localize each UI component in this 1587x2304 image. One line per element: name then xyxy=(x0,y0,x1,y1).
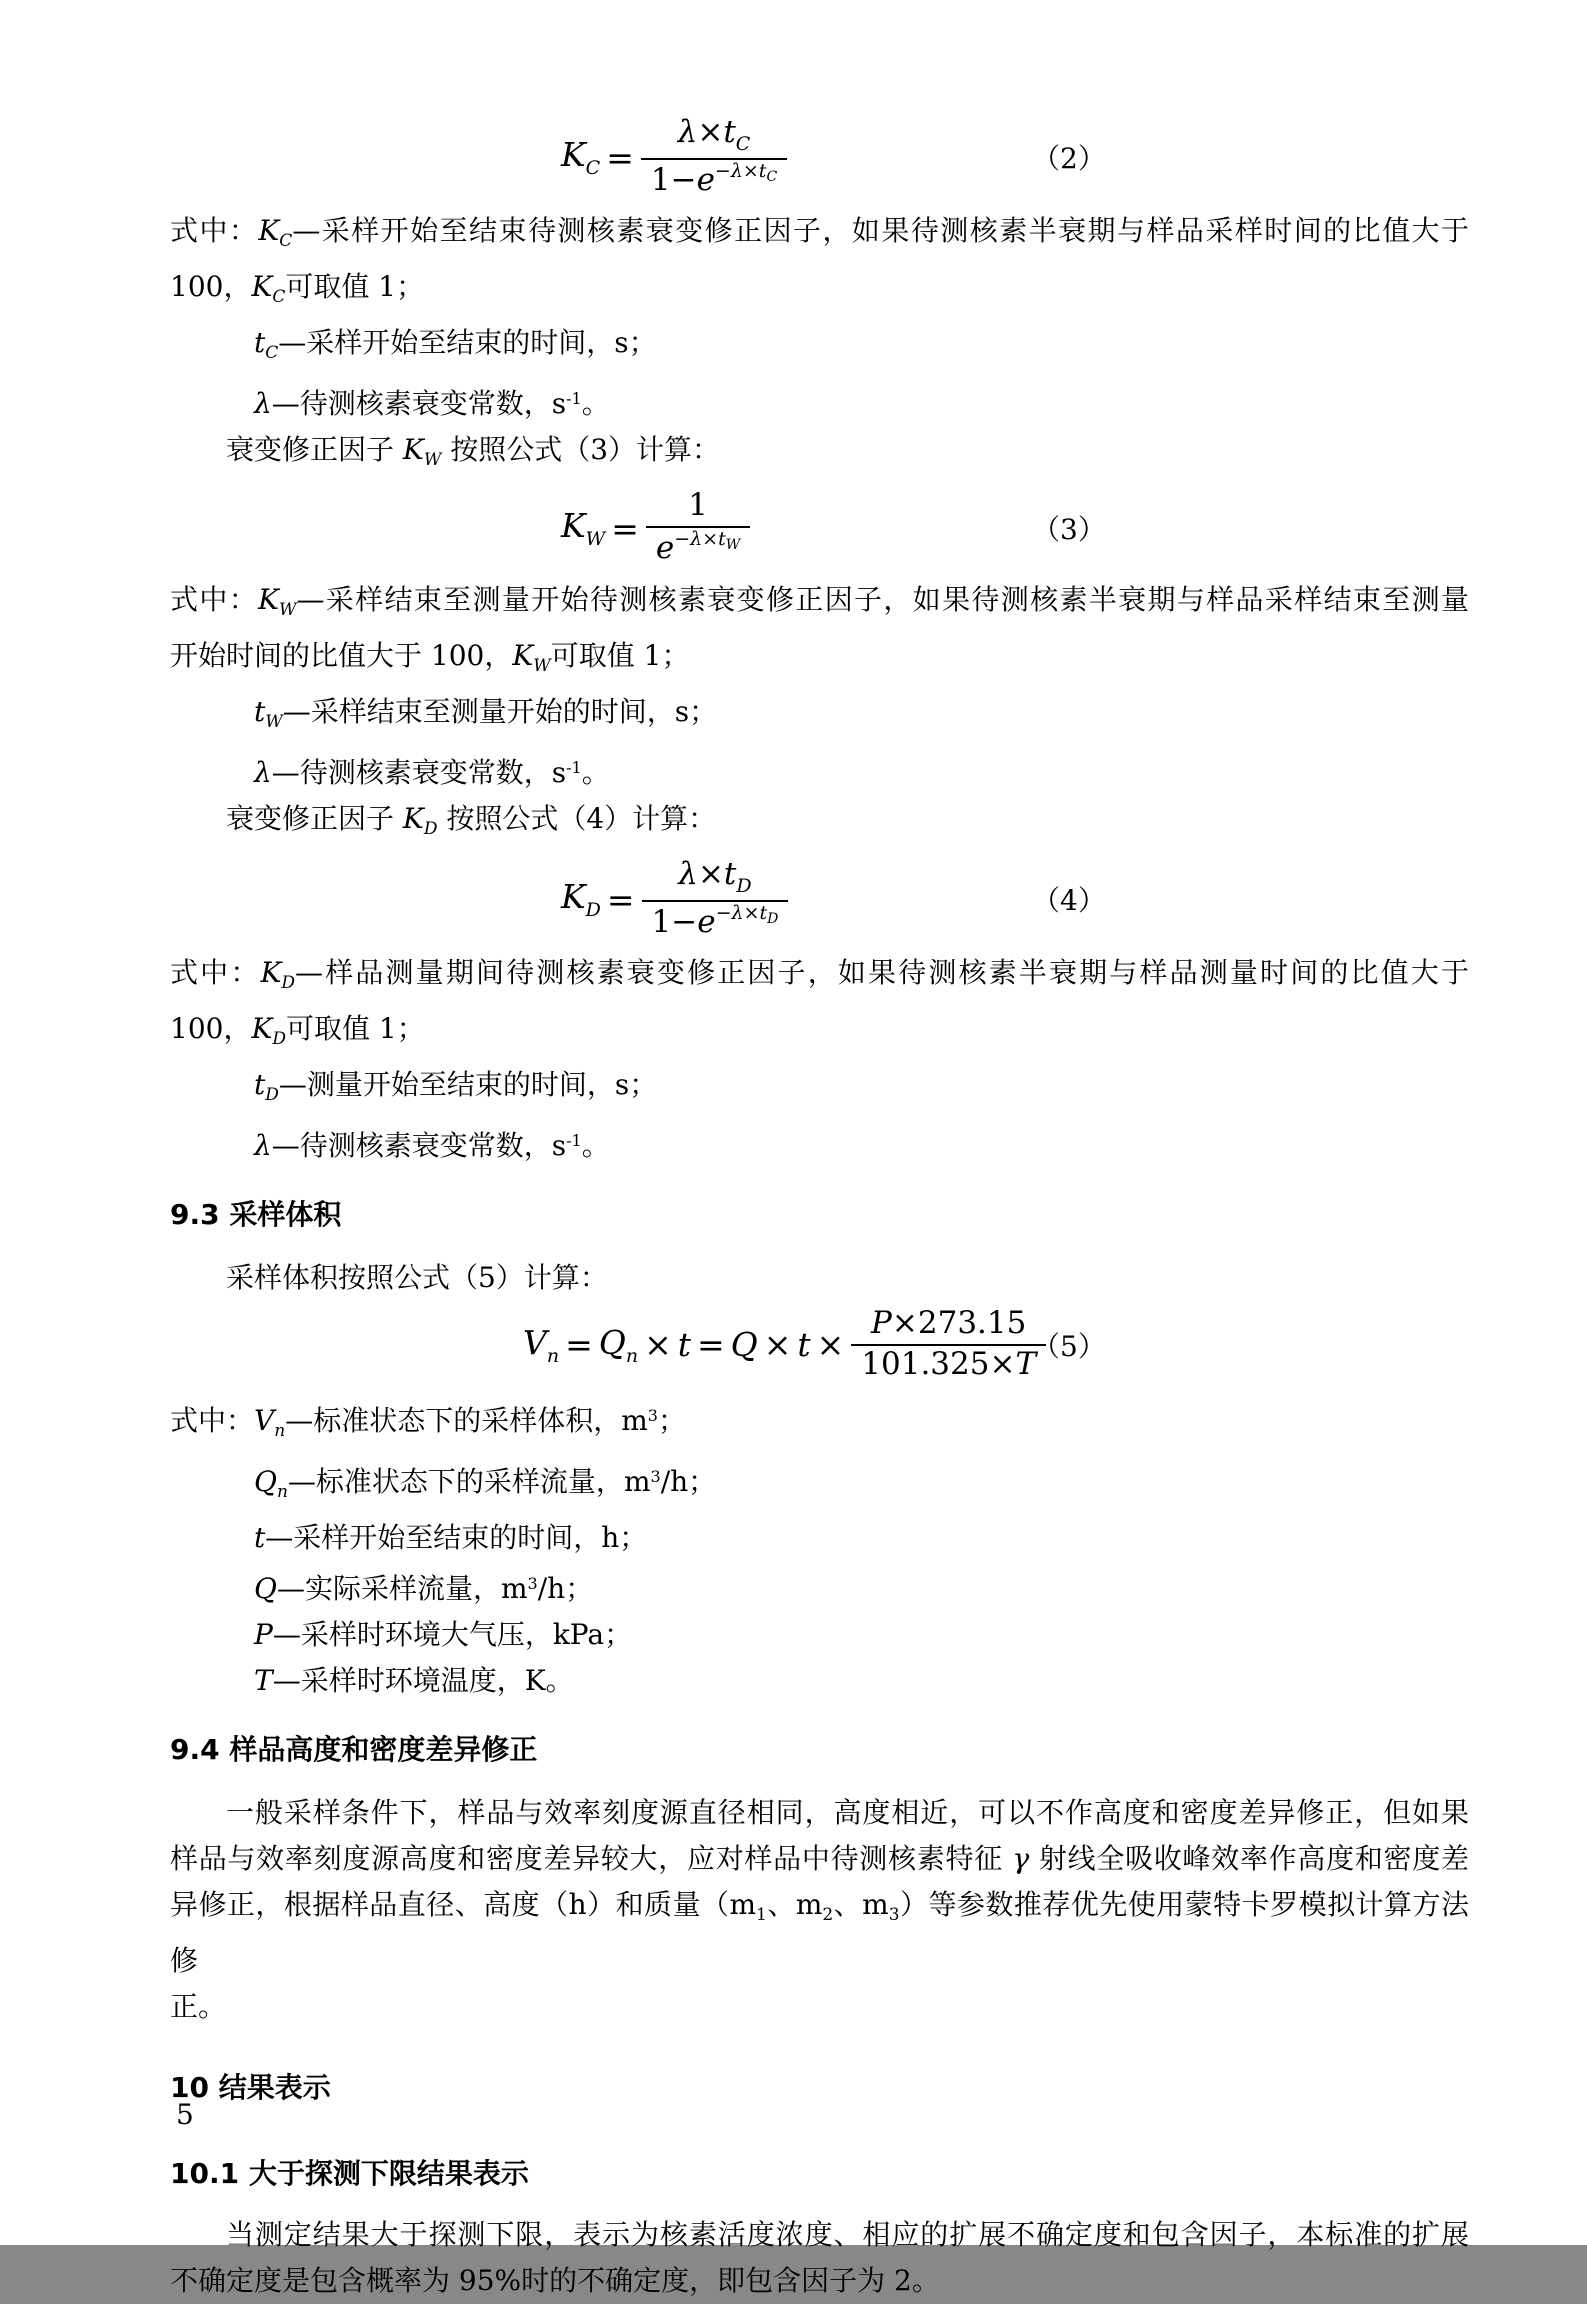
line-q-definition xyxy=(170,1561,1469,1612)
formula-3-fraction xyxy=(646,487,750,568)
line-kw-definition xyxy=(170,577,1469,633)
text-run: —采样时环境温度，K。 xyxy=(272,1663,574,1697)
formula-5 xyxy=(170,1305,1469,1384)
math-var: λ xyxy=(678,855,698,892)
formula-3-equation xyxy=(558,487,750,568)
paragraph-94-line-3 xyxy=(170,1882,1469,1984)
line-t-definition xyxy=(170,1515,1469,1561)
math-var: $K_D$ xyxy=(402,801,438,839)
text-run: —标准状态下的采样体积， xyxy=(285,1403,622,1437)
math-var: $t_D$ xyxy=(723,855,752,897)
paragraph-94-line-1 xyxy=(170,1790,1469,1836)
text-run: 100， xyxy=(170,270,252,304)
text-run: 采样体积按照公式（5）计算： xyxy=(226,1261,608,1295)
text-run: = xyxy=(696,1325,725,1365)
line-tc-definition xyxy=(170,320,1469,376)
text-run: 1 xyxy=(688,487,708,524)
text-run: —采样结束至测量开始待测核素衰变修正因子，如果待测核素半衰期与样品采样结束至测量 xyxy=(296,582,1469,616)
math-var: $K_D$ xyxy=(260,956,296,994)
text-run: 式中： xyxy=(170,582,259,616)
formula-4-fraction xyxy=(642,856,789,942)
formula-2 xyxy=(170,114,1469,200)
text-run: /h； xyxy=(537,1571,594,1605)
math-var: e xyxy=(696,161,715,198)
text-run: = xyxy=(606,137,634,177)
text-run: 式中： xyxy=(170,214,259,248)
text-run: 衰变修正因子 xyxy=(226,433,403,467)
text-run: $m^3$ xyxy=(621,1403,658,1437)
text-run: 开始时间的比值大于 100， xyxy=(170,638,513,672)
text-run: $s^{-1}$ xyxy=(551,755,582,789)
text-run: $m^3$ xyxy=(623,1464,661,1498)
text-run: —采样开始至结束待测核素衰变修正因子，如果待测核素半衰期与样品采样时间的比值大于 xyxy=(292,214,1469,248)
math-var: t xyxy=(254,1520,266,1554)
line-lambda-definition-2 xyxy=(170,745,1469,796)
text-run: × xyxy=(763,1325,792,1365)
paragraph-94-line-2 xyxy=(170,1836,1469,1882)
formula-2-number: （2） xyxy=(1032,142,1106,176)
line-lambda-definition-1 xyxy=(170,376,1469,427)
text-run: $s^{-1}$ xyxy=(551,387,582,421)
formula-5-lhs xyxy=(520,1323,847,1367)
math-var: P xyxy=(871,1305,892,1342)
text-run: —采样开始至结束的时间，h； xyxy=(265,1520,648,1554)
text-run: —采样时环境大气压，kPa； xyxy=(272,1617,633,1651)
text-run: 1− xyxy=(651,903,698,940)
text-run: —测量开始至结束的时间，s； xyxy=(278,1068,658,1102)
text-run: 100， xyxy=(170,1012,252,1046)
text-run: × xyxy=(644,1325,672,1365)
formula-2-numerator xyxy=(668,114,761,158)
line-qn-definition xyxy=(170,1454,1469,1515)
math-var: λ xyxy=(254,387,272,421)
formula-4-denominator xyxy=(642,900,789,943)
text-run: 、 xyxy=(833,1887,863,1921)
heading-10-1: 10.1 大于探测下限结果表示 xyxy=(170,2156,529,2190)
page-number: 5 xyxy=(176,2098,194,2131)
text-run: —待测核素衰变常数， xyxy=(271,1129,552,1163)
text-run: 正。 xyxy=(170,1989,227,2023)
line-temp-definition xyxy=(170,1658,1469,1704)
text-run: 式中： xyxy=(170,1403,255,1437)
text-run: ）等参数推荐优先使用蒙特卡罗模拟计算方法修 xyxy=(170,1887,1469,1977)
text-run: 样品与效率刻度源高度和密度差异较大，应对样品中待测核素特征 xyxy=(170,1841,1013,1875)
text-run: × xyxy=(816,1325,845,1365)
math-var: T xyxy=(1015,1345,1037,1382)
text-run: = xyxy=(611,508,639,548)
math-var: Q xyxy=(254,1571,277,1605)
formula-5-numerator xyxy=(861,1305,1036,1344)
text-run: 不确定度是包含概率为 95%时的不确定度，即包含因子为 2。 xyxy=(170,2263,940,2297)
math-var: $t_W$ xyxy=(254,694,283,732)
math-var: $Q_n$ xyxy=(598,1322,639,1367)
math-var: $Q_n$ xyxy=(254,1464,288,1502)
math-var: $V_n$ xyxy=(254,1403,286,1441)
line-kw-value xyxy=(170,633,1469,689)
math-var: $K_W$ xyxy=(402,433,442,471)
math-var: λ xyxy=(254,1129,272,1163)
text-run: 一般采样条件下，样品与效率刻度源直径相同，高度相近，可以不作高度和密度差异修正，但如果 xyxy=(226,1795,1469,1829)
math-var: $K_D$ xyxy=(251,1012,287,1050)
text-run: —采样结束至测量开始的时间，s； xyxy=(282,694,718,728)
math-var: λ xyxy=(254,755,272,789)
text-run: /h； xyxy=(660,1464,717,1498)
heading-9-3: 9.3 采样体积 xyxy=(170,1198,342,1232)
text-run: = xyxy=(565,1325,593,1365)
text-run: 、 xyxy=(766,1887,796,1921)
text-run: —标准状态下的采样流量， xyxy=(287,1464,624,1498)
math-var: $K_C$ xyxy=(251,270,286,308)
text-run: —待测核素衰变常数， xyxy=(271,387,552,421)
text-run: × xyxy=(697,855,724,892)
math-var: $K_W$ xyxy=(512,638,551,676)
line-volume-intro xyxy=(170,1255,1469,1301)
text-run: 。 xyxy=(581,1129,610,1163)
math-var: e xyxy=(697,903,716,940)
math-var: P xyxy=(254,1617,273,1651)
math-var: $t_C$ xyxy=(723,114,751,155)
math-var: $K_W$ xyxy=(561,506,606,551)
math-var: t xyxy=(797,1325,811,1365)
text-run: = xyxy=(606,879,635,919)
paragraph-101-line-2 xyxy=(170,2258,1469,2304)
text-run: 1− xyxy=(650,161,697,198)
math-var: e xyxy=(655,530,675,567)
math-var: γ xyxy=(1012,1841,1030,1875)
text-run: ； xyxy=(657,1403,686,1437)
math-var: $K_C$ xyxy=(258,214,293,252)
line-kd-definition xyxy=(170,950,1469,1006)
formula-2-equation xyxy=(558,114,787,200)
formula-5-denominator xyxy=(851,1344,1046,1385)
text-run: 按照公式（4）计算： xyxy=(437,801,717,835)
formula-4 xyxy=(170,856,1469,942)
line-kw-intro xyxy=(170,427,1469,483)
math-var: $V_n$ xyxy=(523,1322,560,1367)
formula-3 xyxy=(170,487,1469,568)
math-var: −λ×tW xyxy=(674,528,741,554)
text-run: 可取值 1； xyxy=(550,638,690,672)
text-run: —待测核素衰变常数， xyxy=(271,755,552,789)
math-var: −λ×tC xyxy=(714,159,778,185)
text-run: ×273.15 xyxy=(891,1305,1027,1342)
text-run: $m_1$ xyxy=(729,1887,767,1925)
text-run: 按照公式（3）计算： xyxy=(441,433,721,467)
text-run: $s^{-1}$ xyxy=(551,1129,582,1163)
math-var: $K_W$ xyxy=(258,582,297,620)
line-p-definition xyxy=(170,1612,1469,1658)
text-run: $m_2$ xyxy=(795,1887,834,1925)
math-var: $t_D$ xyxy=(254,1068,279,1106)
formula-3-numerator xyxy=(678,487,718,526)
text-run: $m^3$ xyxy=(500,1571,538,1605)
heading-10: 10 结果表示 xyxy=(170,2070,331,2104)
formula-4-lhs xyxy=(558,877,638,921)
text-run: 当测定结果大于探测下限，表示为核素活度浓度、相应的扩展不确定度和包含因子，本标准的扩展 xyxy=(226,2217,1469,2251)
math-var: −λ×tD xyxy=(715,901,779,927)
math-var: λ xyxy=(677,114,698,150)
math-var: $K_C$ xyxy=(561,135,601,180)
heading-9-4: 9.4 样品高度和密度差异修正 xyxy=(170,1732,538,1766)
formula-4-numerator xyxy=(668,856,761,900)
formula-3-number: （3） xyxy=(1032,513,1106,547)
text-run: —样品测量期间待测核素衰变修正因子，如果待测核素半衰期与样品测量时间的比值大于 xyxy=(295,956,1469,990)
formula-5-equation xyxy=(520,1305,1046,1384)
text-run: × xyxy=(697,114,724,150)
line-kd-intro xyxy=(170,796,1469,852)
formula-5-number: （5） xyxy=(1032,1329,1106,1363)
math-var: $t_C$ xyxy=(254,326,279,364)
line-td-definition xyxy=(170,1062,1469,1118)
paragraph-101-line-1 xyxy=(170,2212,1469,2258)
paragraph-94-line-4 xyxy=(170,1984,1469,2030)
line-tw-definition xyxy=(170,689,1469,745)
text-run: —实际采样流量， xyxy=(276,1571,501,1605)
math-var: T xyxy=(254,1663,273,1697)
formula-4-number: （4） xyxy=(1032,884,1106,917)
formula-3-denominator xyxy=(646,526,750,569)
text-run: —采样开始至结束的时间，s； xyxy=(278,326,657,360)
formula-3-lhs xyxy=(558,506,642,550)
text-run: 。 xyxy=(581,755,610,789)
text-run: 射线全吸收峰效率作高度和密度差 xyxy=(1029,1841,1470,1875)
text-run: 衰变修正因子 xyxy=(226,801,403,835)
text-run: 可取值 1； xyxy=(286,1012,425,1046)
formula-2-denominator xyxy=(641,158,787,201)
line-kd-value xyxy=(170,1006,1469,1062)
text-run: 可取值 1； xyxy=(285,270,425,304)
line-lambda-definition-3 xyxy=(170,1118,1469,1169)
formula-2-lhs xyxy=(558,135,637,179)
math-var: $K_D$ xyxy=(561,877,601,921)
math-var: Q xyxy=(730,1325,758,1365)
line-kc-value xyxy=(170,264,1469,320)
text-run: 式中： xyxy=(170,956,261,990)
text-run: 。 xyxy=(581,387,610,421)
formula-2-fraction xyxy=(641,114,787,200)
text-run: $m_3$ xyxy=(862,1887,900,1925)
line-kc-definition xyxy=(170,208,1469,264)
line-vn-definition xyxy=(170,1393,1469,1454)
formula-5-fraction xyxy=(851,1305,1046,1384)
text-run: 异修正，根据样品直径、高度（h）和质量（ xyxy=(170,1887,730,1921)
formula-4-equation xyxy=(558,856,788,942)
text-run: 101.325× xyxy=(861,1345,1016,1382)
math-var: t xyxy=(677,1325,691,1365)
